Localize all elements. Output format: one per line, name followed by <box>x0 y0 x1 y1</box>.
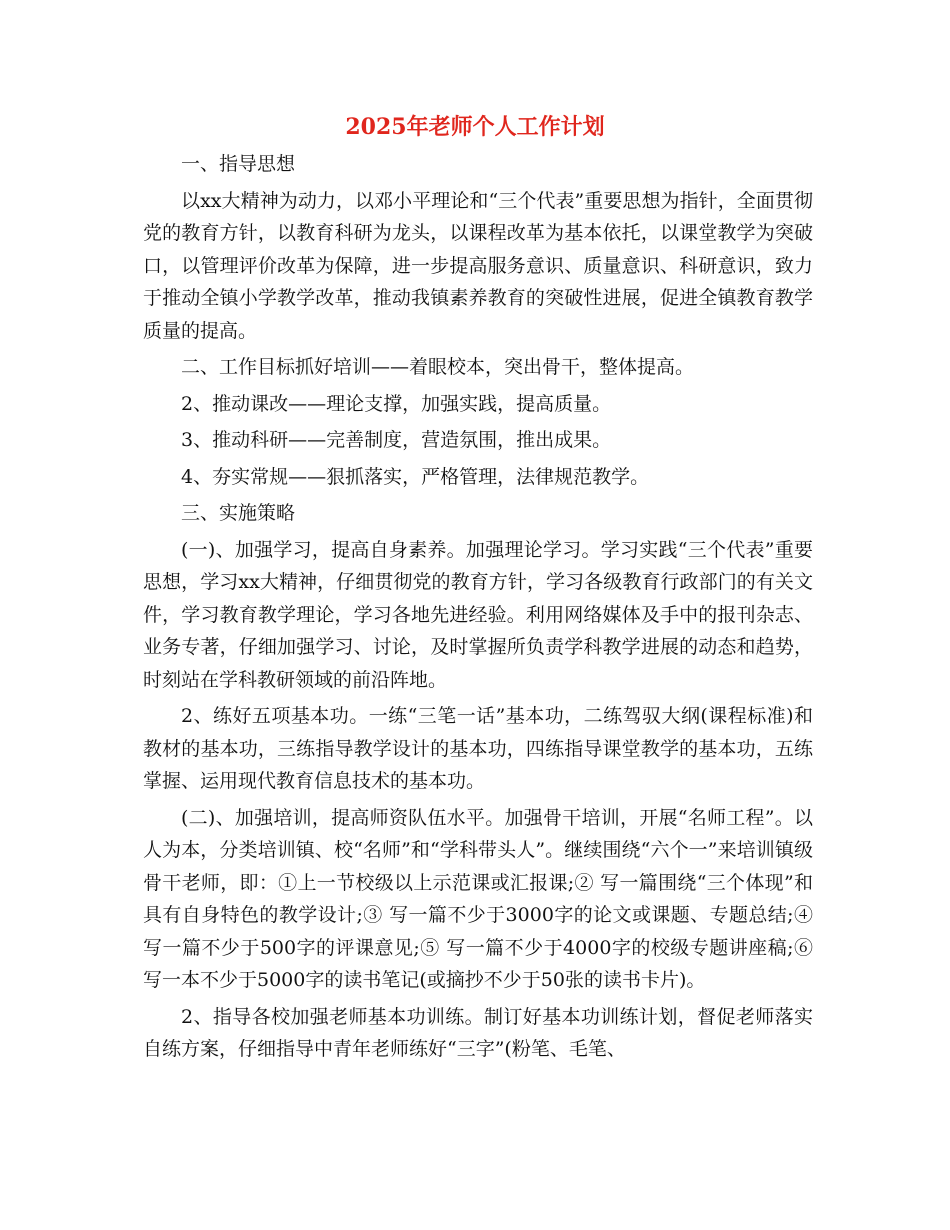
heading-guiding-thought: 一、指导思想 <box>181 153 296 175</box>
paragraph-teacher-training: 2、指导各校加强老师基本功训练。制订好基本功训练计划，督促老师落实自练方案，仔细指导中青年老师练好“三字”(粉笔、毛笔、 <box>143 1005 813 1060</box>
paragraph-basic-skills: 2、练好五项基本功。一练“三笔一话”基本功，二练驾驭大纲(课程标准)和教材的基本功，三练指导教学设计的基本功，四练指导课堂教学的基本功，五练掌握、运用现代教育信息技术的基本功。 <box>143 705 813 792</box>
document-title: 2025年老师个人工作计划 <box>345 114 605 140</box>
goal-item-4: 4、夯实常规——狠抓落实，严格管理，法律规范教学。 <box>181 465 650 488</box>
goal-item-3: 3、推动科研——完善制度，营造氛围，推出成果。 <box>181 429 612 451</box>
paragraph-study: (一)、加强学习，提高自身素养。加强理论学习。学习实践“三个代表”重要思想，学习xx大精神，仔细贯彻党的教育方针，学习各级教育行政部门的有关文件，学习教育教学理论，学习各地先进经验。利用网络媒体及手中的报刊杂志、业务专著，仔细加强学习、讨论，及时掌握所负责学科教学进展的动态和趋势，时刻站在学科教研领域的前沿阵地。 <box>143 538 813 691</box>
heading-implementation: 三、实施策略 <box>181 502 296 524</box>
document-body <box>143 148 813 1070</box>
goal-item-2: 2、推动课改——理论支撑，加强实践，提高质量。 <box>181 392 612 415</box>
heading-work-goals: 二、工作目标抓好培训——着眼校本，突出骨干，整体提高。 <box>181 356 695 378</box>
paragraph-guiding-thought: 以xx大精神为动力，以邓小平理论和“三个代表”重要思想为指针，全面贯彻党的教育方针，以教育科研为龙头，以课程改革为基本依托，以课堂教学为突破口，以管理评价改革为保障，进一步提高服务意识、质量意识、科研意识，致力于推动全镇小学教学改革，推动我镇素养教育的突破性进展，促进全镇教育教学质量的提高。 <box>143 189 813 342</box>
paragraph-training: (二)、加强培训，提高师资队伍水平。加强骨干培训，开展“名师工程”。以人为本，分类培训镇、校“名师”和“学科带头人”。继续围绕“六个一”来培训镇级骨干老师，即：①上一节校级以上示范课或汇报课;② 写一篇围绕“三个体现”和具有自身特色的教学设计;③ 写一篇不少于3000字的论文或课题、专题总结;④ 写一篇不少于500字的评课意见;⑤ 写一篇不少于4000字的校级专题讲座稿;⑥ 写一本不少于5000字的读书笔记(或摘抄不少于50张的读书卡片)。 <box>143 806 813 991</box>
